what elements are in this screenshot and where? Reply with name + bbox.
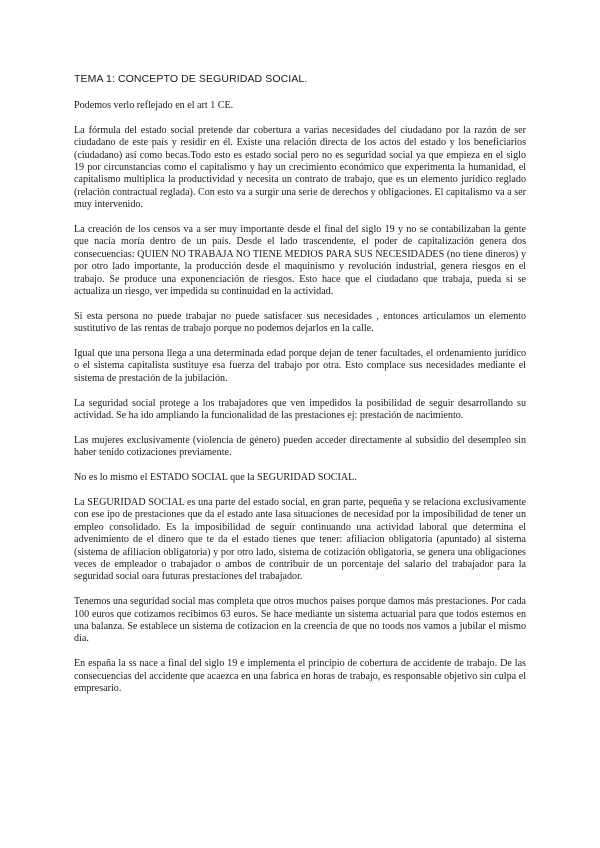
paragraph-7: Las mujeres exclusivamente (violencia de género) pueden acceder directamente al subsidio del desempleo sin haber tenido cotizaciones previamente.	[74, 434, 526, 459]
paragraph-4: Si esta persona no puede trabajar no puede satisfacer sus necesidades , entonces articulamos un elemento sustitutivo de las rentas de trabajo porque no podemos dejarlos en la calle.	[74, 310, 526, 335]
paragraph-6: La seguridad social protege a los trabajadores que ven impedidos la posibilidad de seguir desarrollando su actividad. Se ha ido ampliando la funcionalidad de las prestaciones ej: prestación de nacimiento.	[74, 397, 526, 422]
document-title: TEMA 1: CONCEPTO DE SEGURIDAD SOCIAL.	[74, 73, 308, 85]
paragraph-2: La fórmula del estado social pretende dar cobertura a varias necesidades del ciudadano por la razón de ser ciudadano de este país y residir en él. Existe una relación directa de los actos del estado y los beneficiarios (ciudadano) así como becas.Todo esto es estado social pero no es seguridad social ya que empieza en el siglo 19 por circunstancias como el capitalismo y hay un crecimiento económico que experimenta la humanidad, el capitalismo multiplica la productividad y necesita un contrato de trabajo, que es un elemento jurídico reglado (relación contractual reglada). Con esto va a surgir una serie de derechos y obligaciones. El capitalismo va a ser muy intervenido.	[74, 124, 526, 211]
paragraph-11: En españa la ss nace a final del siglo 19 e implementa el principio de cobertura de accidente de trabajo. De las consecuencias del accidente que acaezca en una fabrica en horas de trabajo, es responsable objetivo sin culpa el empresario.	[74, 658, 526, 694]
paragraph-5: Igual que una persona llega a una determinada edad porque dejan de tener facultades, el ordenamiento jurídico o el sistema capitalista sustituye esa fuerza del trabajo por otra. Esto complace sus necesidades mediante el sistema de prestación de la jubilación.	[74, 348, 526, 384]
paragraph-8: No es lo mismo el ESTADO SOCIAL que la SEGURIDAD SOCIAL.	[74, 472, 357, 484]
paragraph-9: La SEGURIDAD SOCIAL es una parte del estado social, en gran parte, pequeña y se relaciona exclusivamente con ese ipo de prestaciones que da el estado ante lasa situaciones de necesidad por la imposibilidad de tener un empleo consolidado. Es la imposibilidad de seguir continuando una actividad laboral que determina el advenimiento de el dinero que te da el estado tienes que tener: afiliacion obligatoria (apuntado) al sistema (sistema de afiliacion obligatoria) y por otro lado, sistema de cotización obligatoria, se genera una obligaciones veces de empleador o trabajador o ambos de contribuir de un porcentaje del salario del trabajador para la seguridad social oara futuras prestaciones del trabajador.	[74, 496, 526, 583]
document-body	[74, 100, 526, 708]
paragraph-3: La creación de los censos va a ser muy importante desde el final del siglo 19 y no se contabilizaban la gente que nacía moría dentro de un país. Desde el lado trascendente, el poder de capitalización genera dos consecuencias: QUIEN NO TRABAJA NO TIENE MEDIOS PARA SUS NECESIDADES (no tiene dineros) y por otro lado importante, la producción desde el maquinismo y revolución industrial, genera riesgos en el trabajo. Se produce una exponenciación de riesgos. Esto hace que el ciudadano que trabaja, pueda si se actualiza un riesgo, ver impedida su continuidad en la actividad.	[74, 224, 526, 298]
paragraph-10: Tenemos una seguridad social mas completa que otros muchos paises porque damos más prestaciones. Por cada 100 euros que cotizamos recibimos 63 euros. Se hace mediante un sistema actuarial para que todos estemos en una balanza. Se establece un sistema de cotizacion en la creencia de que no toods nos vamos a jubilar el mismo día.	[74, 596, 526, 645]
paragraph-1: Podemos verlo reflejado en el art 1 CE.	[74, 100, 234, 111]
